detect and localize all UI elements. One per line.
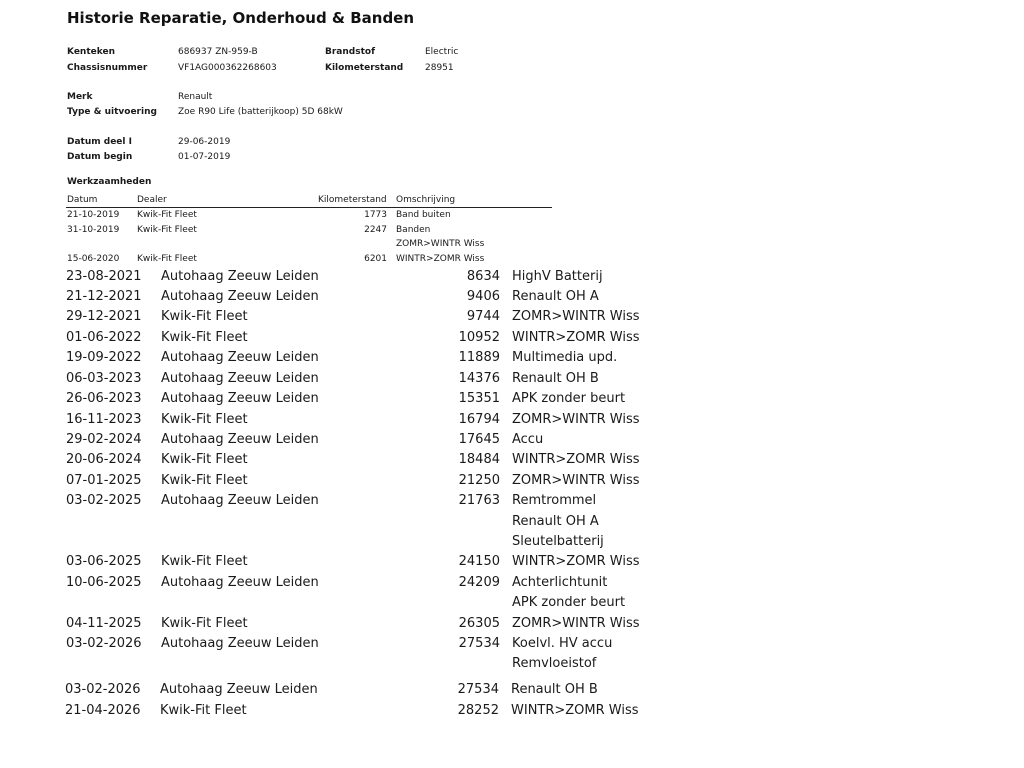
row-dealer: Autohaag Zeeuw Leiden	[161, 371, 319, 386]
table-row	[0, 289, 1024, 309]
row-description: Band buiten	[396, 210, 451, 220]
row-description: Accu	[512, 432, 544, 447]
table-row	[0, 514, 1024, 534]
kenteken-label: Kenteken	[67, 47, 115, 57]
row-dealer: Autohaag Zeeuw Leiden	[161, 575, 319, 590]
row-date: 06-03-2023	[66, 371, 142, 386]
row-description: Sleutelbatterij	[512, 534, 604, 549]
row-description: Koelvl. HV accu	[512, 636, 613, 651]
row-km: 8634	[466, 269, 500, 284]
row-description: WINTR>ZOMR Wiss	[512, 452, 640, 467]
table-row	[0, 432, 1024, 452]
row-description: WINTR>ZOMR Wiss	[511, 703, 639, 718]
table-row	[0, 636, 1024, 656]
row-dealer: Kwik-Fit Fleet	[137, 225, 197, 235]
row-date: 29-12-2021	[66, 309, 142, 324]
row-km: 21763	[458, 493, 500, 508]
row-km: 9744	[466, 309, 500, 324]
row-description: ZOMR>WINTR Wiss	[512, 412, 640, 427]
row-dealer: Kwik-Fit Fleet	[160, 703, 247, 718]
row-description: Multimedia upd.	[512, 350, 618, 365]
row-km: 15351	[458, 391, 500, 406]
row-km: 10952	[458, 330, 500, 345]
row-date: 15-06-2020	[67, 254, 120, 264]
row-description: WINTR>ZOMR Wiss	[512, 330, 640, 345]
row-description: APK zonder beurt	[512, 391, 626, 406]
row-date: 07-01-2025	[66, 473, 142, 488]
row-km: 24150	[458, 554, 500, 569]
table-row	[0, 452, 1024, 472]
row-dealer: Autohaag Zeeuw Leiden	[161, 432, 319, 447]
row-km: 16794	[458, 412, 500, 427]
row-dealer: Kwik-Fit Fleet	[161, 616, 248, 631]
row-dealer: Kwik-Fit Fleet	[161, 309, 248, 324]
row-date: 03-02-2026	[65, 682, 141, 697]
row-dealer: Autohaag Zeeuw Leiden	[161, 269, 319, 284]
table-row	[0, 656, 1024, 676]
table-row	[0, 595, 1024, 615]
table-row	[0, 239, 1024, 253]
datum-deel-value: 29-06-2019	[178, 137, 231, 147]
datum-begin-label: Datum begin	[67, 152, 133, 162]
row-dealer: Autohaag Zeeuw Leiden	[161, 493, 319, 508]
row-description: Achterlichtunit	[512, 575, 608, 590]
datum-deel-label: Datum deel I	[67, 137, 132, 147]
row-dealer: Kwik-Fit Fleet	[161, 473, 248, 488]
row-dealer: Autohaag Zeeuw Leiden	[161, 636, 319, 651]
row-date: 21-04-2026	[65, 703, 141, 718]
row-description: ZOMR>WINTR Wiss	[512, 616, 640, 631]
row-dealer: Kwik-Fit Fleet	[137, 254, 197, 264]
row-date: 19-09-2022	[66, 350, 142, 365]
row-km: 26305	[458, 616, 500, 631]
row-date: 21-10-2019	[67, 210, 120, 220]
row-km: 27534	[457, 682, 499, 697]
row-km: 21250	[458, 473, 500, 488]
row-description: Renault OH A	[512, 289, 599, 304]
row-dealer: Autohaag Zeeuw Leiden	[161, 391, 319, 406]
row-km: 27534	[458, 636, 500, 651]
row-km: 6201	[364, 254, 387, 264]
table-row	[0, 391, 1024, 411]
row-date: 10-06-2025	[66, 575, 142, 590]
table-row	[0, 350, 1024, 370]
type-value: Zoe R90 Life (batterijkoop) 5D 68kW	[178, 107, 343, 117]
row-dealer: Kwik-Fit Fleet	[137, 210, 197, 220]
table-row	[0, 703, 1024, 723]
header-divider	[66, 207, 552, 208]
column-header-datum: Datum	[67, 195, 98, 205]
row-date: 23-08-2021	[66, 269, 142, 284]
row-description: ZOMR>WINTR Wiss	[512, 473, 640, 488]
table-row	[0, 575, 1024, 595]
km-value: 28951	[425, 63, 454, 73]
table-row	[0, 534, 1024, 554]
table-row	[0, 210, 1024, 224]
row-km: 17645	[458, 432, 500, 447]
row-km: 28252	[457, 703, 499, 718]
merk-label: Merk	[67, 92, 93, 102]
row-description: Banden	[396, 225, 431, 235]
row-dealer: Autohaag Zeeuw Leiden	[161, 350, 319, 365]
row-description: ZOMR>WINTR Wiss	[512, 309, 640, 324]
row-description: WINTR>ZOMR Wiss	[396, 254, 485, 264]
brandstof-label: Brandstof	[325, 47, 375, 57]
row-dealer: Kwik-Fit Fleet	[161, 554, 248, 569]
table-row	[0, 412, 1024, 432]
row-date: 29-02-2024	[66, 432, 142, 447]
column-header-dealer: Dealer	[137, 195, 167, 205]
row-description: Renault OH B	[511, 682, 598, 697]
row-km: 2247	[364, 225, 387, 235]
row-date: 20-06-2024	[66, 452, 142, 467]
kenteken-value: 686937 ZN-959-B	[178, 47, 258, 57]
row-date: 03-02-2026	[66, 636, 142, 651]
row-date: 16-11-2023	[66, 412, 142, 427]
table-row	[0, 254, 1024, 268]
datum-begin-value: 01-07-2019	[178, 152, 231, 162]
type-label: Type & uitvoering	[67, 107, 157, 117]
row-dealer: Kwik-Fit Fleet	[161, 330, 248, 345]
row-description: Renault OH B	[512, 371, 599, 386]
row-description: HighV Batterij	[512, 269, 603, 284]
column-header-omschrijving: Omschrijving	[396, 195, 456, 205]
merk-value: Renault	[178, 92, 213, 102]
row-description: Renault OH A	[512, 514, 599, 529]
row-dealer: Kwik-Fit Fleet	[161, 452, 248, 467]
chassis-label: Chassisnummer	[67, 63, 148, 73]
row-km: 18484	[458, 452, 500, 467]
row-date: 21-12-2021	[66, 289, 142, 304]
row-date: 03-02-2025	[66, 493, 142, 508]
column-header-kilometerstand: Kilometerstand	[318, 195, 387, 205]
table-row	[0, 682, 1024, 702]
km-label: Kilometerstand	[325, 63, 404, 73]
row-date: 04-11-2025	[66, 616, 142, 631]
row-date: 31-10-2019	[67, 225, 120, 235]
row-description: ZOMR>WINTR Wiss	[396, 239, 485, 249]
table-row	[0, 554, 1024, 574]
row-description: Remvloeistof	[512, 656, 597, 671]
table-row	[0, 493, 1024, 513]
row-date: 03-06-2025	[66, 554, 142, 569]
chassis-value: VF1AG000362268603	[178, 63, 277, 73]
brandstof-value: Electric	[425, 47, 459, 57]
section-heading-werkzaamheden: Werkzaamheden	[67, 177, 152, 187]
table-row	[0, 371, 1024, 391]
row-date: 26-06-2023	[66, 391, 142, 406]
row-dealer: Autohaag Zeeuw Leiden	[161, 289, 319, 304]
row-description: Remtrommel	[512, 493, 597, 508]
row-dealer: Kwik-Fit Fleet	[161, 412, 248, 427]
row-km: 14376	[458, 371, 500, 386]
table-row	[0, 473, 1024, 493]
table-row	[0, 269, 1024, 289]
table-row	[0, 225, 1024, 239]
table-row	[0, 330, 1024, 350]
table-row	[0, 309, 1024, 329]
row-description: WINTR>ZOMR Wiss	[512, 554, 640, 569]
row-date: 01-06-2022	[66, 330, 142, 345]
row-km: 9406	[466, 289, 500, 304]
row-km: 1773	[364, 210, 387, 220]
table-row	[0, 616, 1024, 636]
row-km: 24209	[458, 575, 500, 590]
row-km: 11889	[458, 350, 500, 365]
row-description: APK zonder beurt	[512, 595, 626, 610]
row-dealer: Autohaag Zeeuw Leiden	[160, 682, 318, 697]
page-title: Historie Reparatie, Onderhoud & Banden	[67, 9, 415, 27]
